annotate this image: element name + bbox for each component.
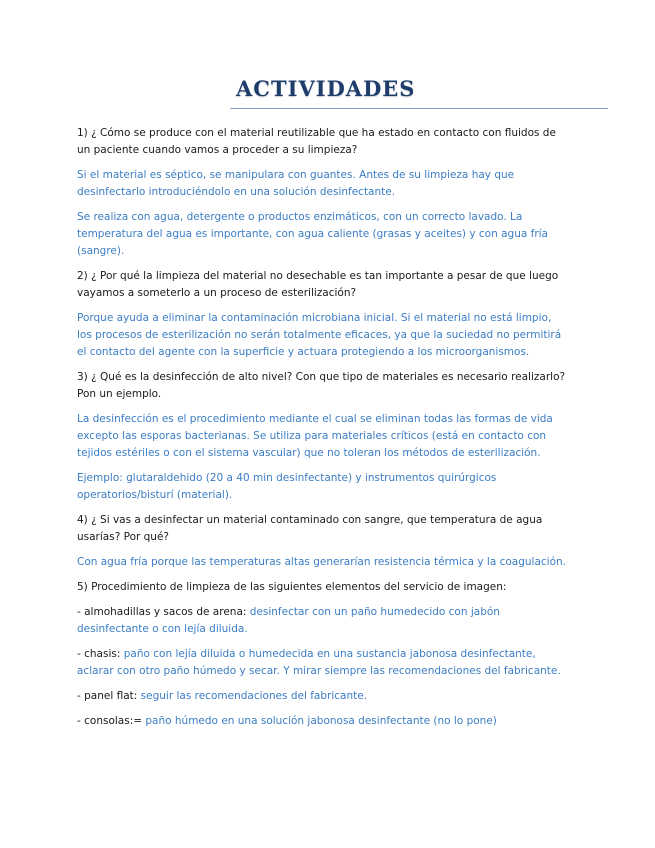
title-underline	[230, 108, 608, 109]
list-item-label: - almohadillas y sacos de arena:	[77, 606, 247, 618]
list-item-almohadillas	[77, 604, 567, 638]
answer-3-part-1: La desinfección es el procedimiento mediante el cual se eliminan todas las formas de vida excepto las esporas bacterianas. Se utiliza para materiales críticos (está en contacto con tejidos estériles o con el sistema vascular) que no toleran los métodos de esterilización.	[77, 413, 553, 459]
list-item-text: desinfectar con un paño humedecido con jabón desinfectante o con lejía diluida.	[77, 606, 500, 635]
answer-1-part-2: Se realiza con agua, detergente o productos enzimáticos, con un correcto lavado. La temperatura del agua es importante, con agua caliente (grasas y aceites) y con agua fría (sangre).	[77, 211, 548, 257]
document-body	[77, 125, 567, 738]
list-item-label: - chasis:	[77, 648, 121, 660]
answer-3-example: Ejemplo: glutaraldehido (20 a 40 min desinfectante) y instrumentos quirúrgicos operatorios/bisturí (material).	[77, 472, 497, 501]
question-1: 1) ¿ Cómo se produce con el material reutilizable que ha estado en contacto con fluidos de un paciente cuando vamos a proceder a su limpieza?	[77, 127, 556, 156]
list-item-panel-flat	[77, 688, 567, 705]
question-5: 5) Procedimiento de limpieza de las siguientes elementos del servicio de imagen:	[77, 581, 507, 593]
question-4: 4) ¿ Si vas a desinfectar un material contaminado con sangre, que temperatura de agua usarías? Por qué?	[77, 514, 543, 543]
list-item-text: paño con lejía diluida o humedecida en una sustancia jabonosa desinfectante, aclarar con otro paño húmedo y secar. Y mirar siempre las recomendaciones del fabricante.	[77, 648, 561, 677]
answer-1-part-1: Si el material es séptico, se manipulara con guantes. Antes de su limpieza hay que desinfectarlo introduciéndolo en una solución desinfectante.	[77, 169, 515, 198]
list-item-text: seguir las recomendaciones del fabricante.	[140, 690, 368, 702]
question-2: 2) ¿ Por qué la limpieza del material no desechable es tan importante a pesar de que luego vayamos a someterlo a un proceso de esterilización?	[77, 270, 559, 299]
page-title: ACTIVIDADES	[236, 76, 416, 101]
list-item-text: paño húmedo en una solución jabonosa desinfectante (no lo pone)	[145, 715, 497, 727]
list-item-consolas	[77, 713, 567, 730]
answer-4: Con agua fría porque las temperaturas altas generarían resistencia térmica y la coagulación.	[77, 556, 566, 568]
list-item-label: - panel flat:	[77, 690, 138, 702]
list-item-label: - consolas:=	[77, 715, 143, 727]
answer-2: Porque ayuda a eliminar la contaminación microbiana inicial. Si el material no está limpio, los procesos de esterilización no serán totalmente eficaces, ya que la suciedad no permitirá el contacto del agente con la superficie y actuara protegiendo a los microorganismos.	[77, 312, 562, 358]
list-item-chasis	[77, 646, 567, 680]
question-3: 3) ¿ Qué es la desinfección de alto nivel? Con que tipo de materiales es necesario realizarlo? Pon un ejemplo.	[77, 371, 566, 400]
